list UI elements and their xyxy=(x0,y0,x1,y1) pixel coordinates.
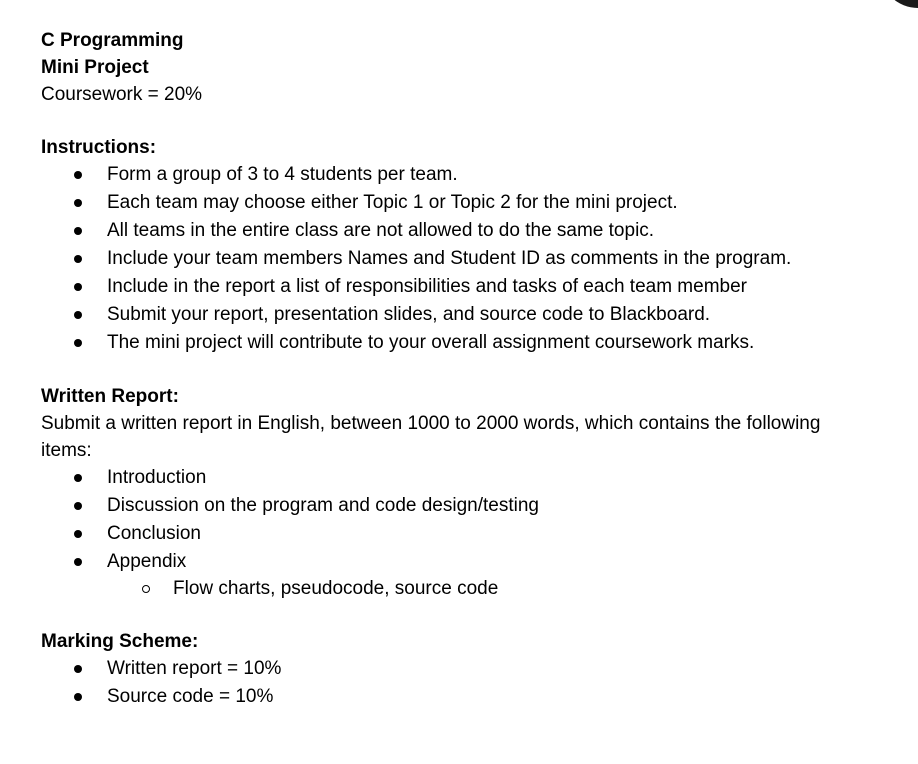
list-item: Form a group of 3 to 4 students per team. xyxy=(41,161,901,189)
bullet-icon xyxy=(74,199,82,207)
bullet-icon xyxy=(74,283,82,291)
corner-decoration xyxy=(880,0,918,8)
coursework-weight: Coursework = 20% xyxy=(41,84,203,105)
list-item: Include your team members Names and Student ID as comments in the program. xyxy=(41,245,901,273)
bullet-icon xyxy=(74,311,82,319)
doc-subtitle: Mini Project xyxy=(41,57,149,78)
bullet-icon xyxy=(74,502,82,510)
circle-bullet-icon xyxy=(142,585,150,593)
instructions-list xyxy=(41,161,901,357)
list-item: Discussion on the program and code design/testing xyxy=(41,492,901,520)
appendix-sublist xyxy=(41,576,901,602)
marking-scheme-list xyxy=(41,655,901,711)
list-item: Each team may choose either Topic 1 or Topic 2 for the mini project. xyxy=(41,189,901,217)
written-report-intro: Submit a written report in English, between 1000 to 2000 words, which contains the following items: xyxy=(41,413,821,461)
document-page xyxy=(41,27,901,711)
list-item: Source code = 10% xyxy=(41,683,901,711)
list-item: Conclusion xyxy=(41,520,901,548)
bullet-icon xyxy=(74,255,82,263)
list-item: The mini project will contribute to your overall assignment coursework marks. xyxy=(41,329,901,357)
marking-scheme-heading: Marking Scheme: xyxy=(41,631,199,652)
bullet-icon xyxy=(74,693,82,701)
bullet-icon xyxy=(74,339,82,347)
list-item: Include in the report a list of responsibilities and tasks of each team member xyxy=(41,273,901,301)
instructions-heading: Instructions: xyxy=(41,137,157,158)
bullet-icon xyxy=(74,227,82,235)
bullet-icon xyxy=(74,171,82,179)
list-item: All teams in the entire class are not allowed to do the same topic. xyxy=(41,217,901,245)
list-item: Appendix xyxy=(41,548,901,576)
sub-list-item: Flow charts, pseudocode, source code xyxy=(41,576,901,602)
bullet-icon xyxy=(74,665,82,673)
list-item: Submit your report, presentation slides, and source code to Blackboard. xyxy=(41,301,901,329)
written-report-heading: Written Report: xyxy=(41,386,179,407)
bullet-icon xyxy=(74,530,82,538)
bullet-icon xyxy=(74,558,82,566)
written-report-list xyxy=(41,464,901,576)
doc-title: C Programming xyxy=(41,30,184,51)
bullet-icon xyxy=(74,474,82,482)
list-item: Written report = 10% xyxy=(41,655,901,683)
list-item: Introduction xyxy=(41,464,901,492)
